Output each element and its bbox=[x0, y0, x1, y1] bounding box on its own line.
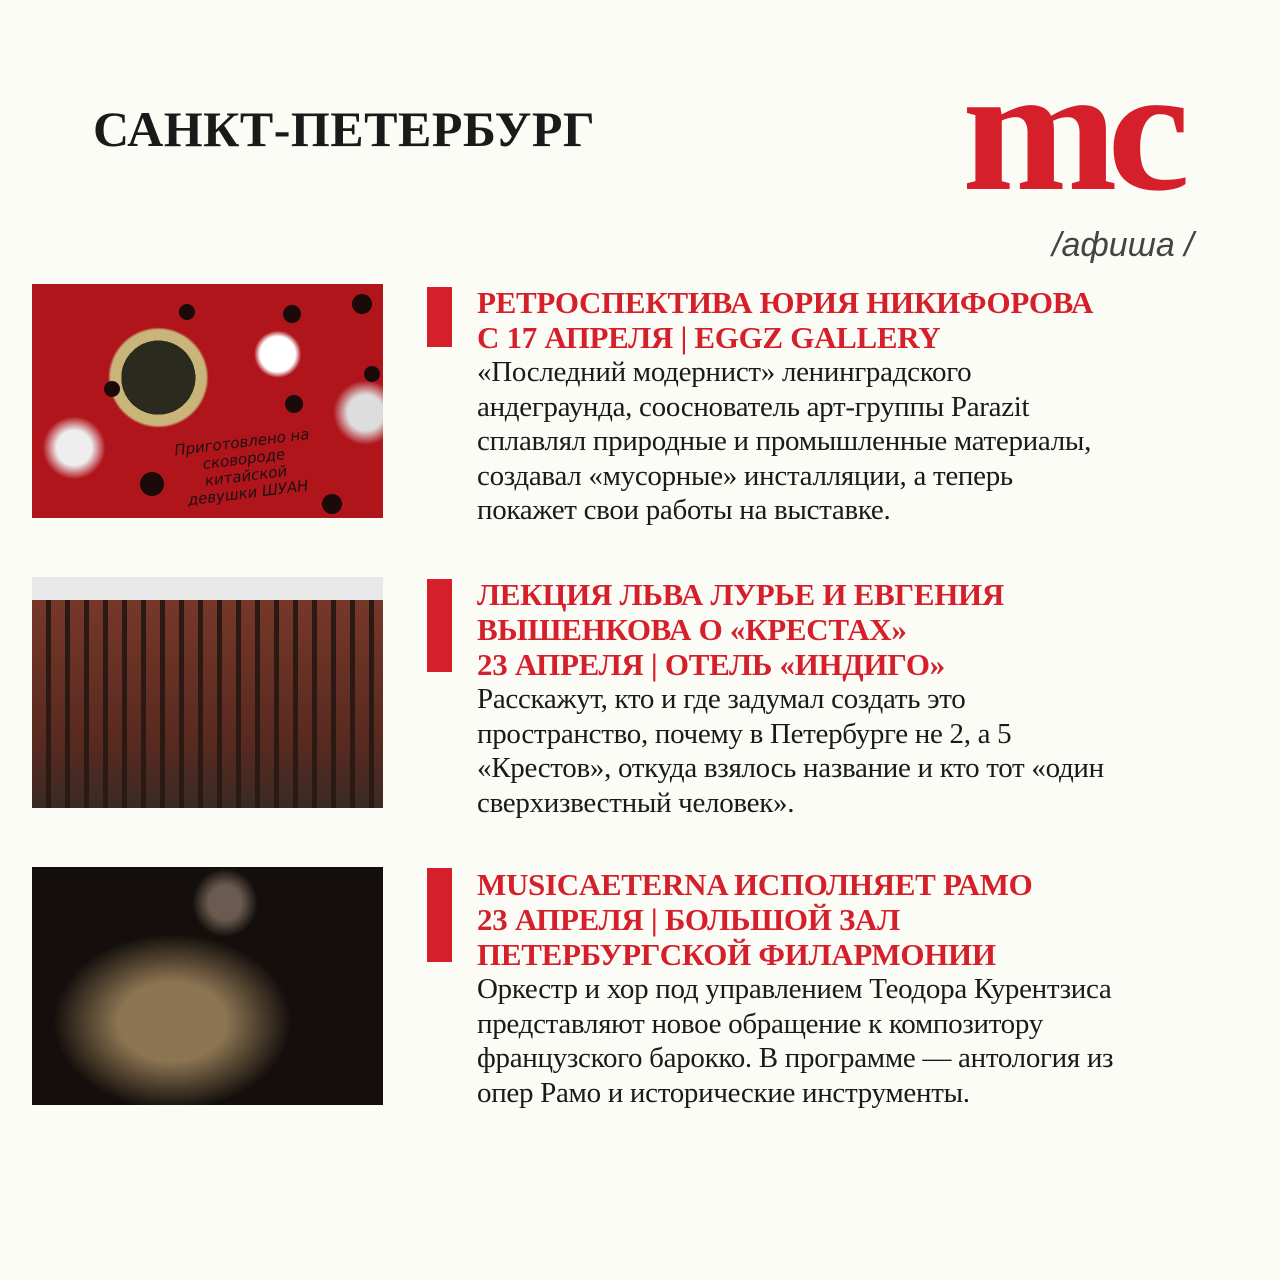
section-label: /афиша / bbox=[1052, 226, 1194, 264]
event-description bbox=[477, 972, 1113, 1110]
body-line: сплавлял природные и промышленные материалы, bbox=[477, 425, 1092, 457]
event-text bbox=[477, 577, 1104, 820]
event-title bbox=[477, 577, 1104, 682]
body-line: «Последний модернист» ленинградского bbox=[477, 356, 972, 388]
page-title: САНКТ-ПЕТЕРБУРГ bbox=[93, 101, 596, 157]
accent-bar bbox=[427, 868, 452, 962]
accent-bar bbox=[427, 287, 452, 347]
title-line: ЛЕКЦИЯ ЛЬВА ЛУРЬЕ И ЕВГЕНИЯ bbox=[477, 577, 1004, 612]
event-image-orchestra bbox=[32, 867, 383, 1105]
body-line: покажет свои работы на выставке. bbox=[477, 494, 891, 526]
body-line: создавал «мусорные» инсталляции, а теперь bbox=[477, 459, 1013, 492]
title-line: С 17 АПРЕЛЯ | EGGZ GALLERY bbox=[477, 320, 941, 355]
body-line: сверхизвестный человек». bbox=[477, 786, 795, 819]
event-title bbox=[477, 285, 1093, 355]
event-image-art-installation bbox=[32, 284, 383, 518]
body-line: опер Рамо и исторические инструменты. bbox=[477, 1076, 970, 1109]
event-image-kresty-prison bbox=[32, 577, 383, 808]
title-line: MUSICAETERNA ИСПОЛНЯЕТ РАМО bbox=[477, 867, 1033, 902]
event-text bbox=[477, 285, 1093, 528]
body-line: «Крестов», откуда взялось название и кто тот «один bbox=[477, 752, 1104, 784]
title-line: 23 АПРЕЛЯ | ОТЕЛЬ «ИНДИГО» bbox=[477, 647, 945, 682]
body-line: андеграунда, сооснователь арт-группы Parazit bbox=[477, 390, 1030, 423]
title-line: РЕТРОСПЕКТИВА ЮРИЯ НИКИФОРОВА bbox=[477, 285, 1094, 320]
event-description bbox=[477, 682, 1104, 820]
image-handwritten-caption: Приготовлено на сковороде китайской девушки ШУАН bbox=[173, 424, 311, 510]
event-text bbox=[477, 867, 1113, 1110]
title-line: ПЕТЕРБУРГСКОЙ ФИЛАРМОНИИ bbox=[477, 937, 996, 972]
body-line: представляют новое обращение к композитору bbox=[477, 1007, 1043, 1040]
mc-logo: mc bbox=[962, 30, 1180, 228]
title-line: ВЫШЕНКОВА О «КРЕСТАХ» bbox=[477, 612, 907, 647]
body-line: пространство, почему в Петербурге не 2, а 5 bbox=[477, 717, 1012, 750]
body-line: Расскажут, кто и где задумал создать это bbox=[477, 683, 966, 715]
accent-bar bbox=[427, 579, 452, 672]
event-description bbox=[477, 355, 1093, 528]
title-line: 23 АПРЕЛЯ | БОЛЬШОЙ ЗАЛ bbox=[477, 902, 900, 937]
event-title bbox=[477, 867, 1113, 972]
body-line: французского барокко. В программе — антология из bbox=[477, 1042, 1114, 1074]
body-line: Оркестр и хор под управлением Теодора Курентзиса bbox=[477, 973, 1112, 1005]
